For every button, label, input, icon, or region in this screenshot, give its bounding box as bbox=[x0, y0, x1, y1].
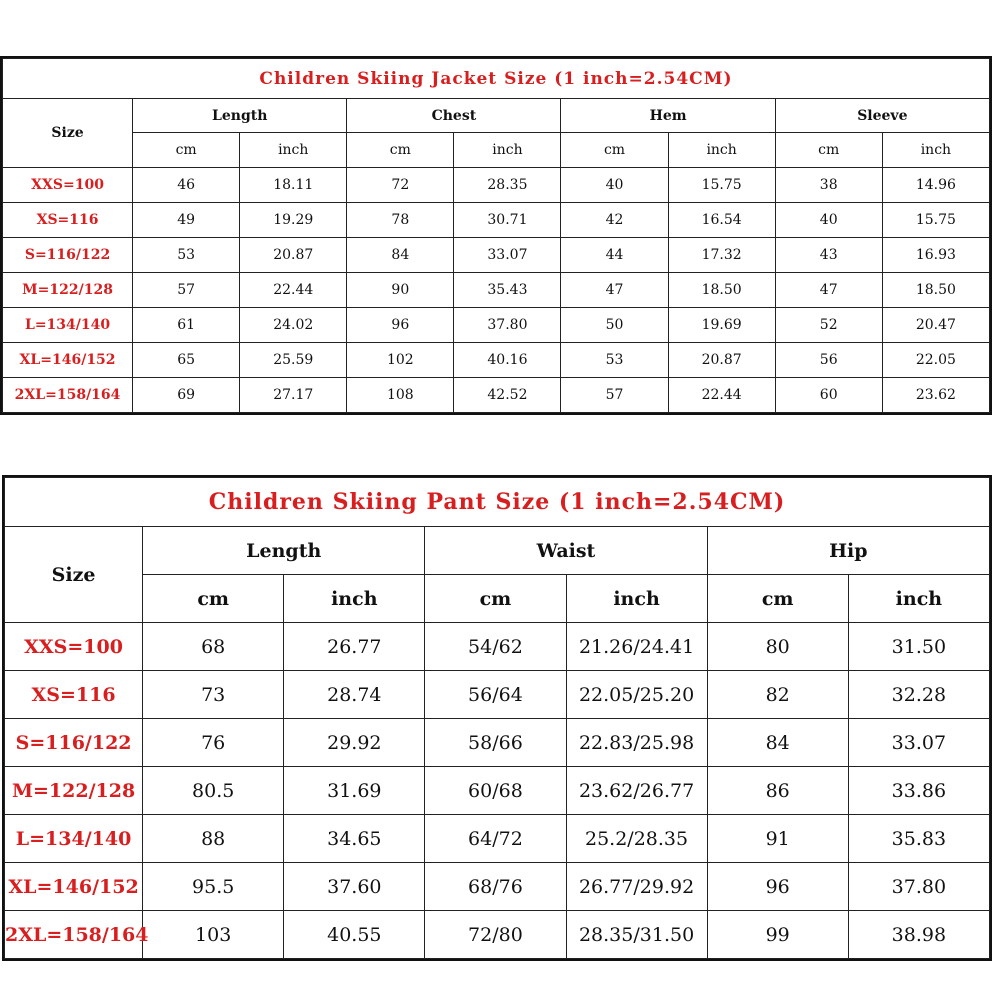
value-cell: 80.5 bbox=[143, 767, 284, 815]
value-cell: 22.44 bbox=[240, 273, 347, 308]
value-cell: 28.35 bbox=[454, 168, 561, 203]
jacket-unit-header: inch bbox=[454, 133, 561, 168]
value-cell: 20.87 bbox=[668, 343, 775, 378]
pant-unit-header: inch bbox=[848, 575, 989, 623]
value-cell: 60 bbox=[775, 378, 882, 413]
value-cell: 88 bbox=[143, 815, 284, 863]
value-cell: 42.52 bbox=[454, 378, 561, 413]
value-cell: 52 bbox=[775, 308, 882, 343]
value-cell: 80 bbox=[707, 623, 848, 671]
size-cell: S=116/122 bbox=[3, 238, 133, 273]
size-cell: 2XL=158/164 bbox=[5, 911, 143, 959]
value-cell: 56/64 bbox=[425, 671, 566, 719]
jacket-unit-header: cm bbox=[775, 133, 882, 168]
value-cell: 73 bbox=[143, 671, 284, 719]
table-row bbox=[5, 815, 990, 863]
value-cell: 19.69 bbox=[668, 308, 775, 343]
value-cell: 28.74 bbox=[284, 671, 425, 719]
value-cell: 40 bbox=[561, 168, 668, 203]
value-cell: 72 bbox=[347, 168, 454, 203]
jacket-size-table bbox=[2, 58, 990, 413]
value-cell: 28.35/31.50 bbox=[566, 911, 707, 959]
value-cell: 60/68 bbox=[425, 767, 566, 815]
value-cell: 68/76 bbox=[425, 863, 566, 911]
table-row bbox=[5, 863, 990, 911]
jacket-unit-header: inch bbox=[668, 133, 775, 168]
value-cell: 17.32 bbox=[668, 238, 775, 273]
jacket-unit-header: inch bbox=[882, 133, 989, 168]
value-cell: 22.05 bbox=[882, 343, 989, 378]
value-cell: 23.62/26.77 bbox=[566, 767, 707, 815]
value-cell: 18.50 bbox=[668, 273, 775, 308]
value-cell: 96 bbox=[347, 308, 454, 343]
value-cell: 33.07 bbox=[454, 238, 561, 273]
value-cell: 61 bbox=[133, 308, 240, 343]
value-cell: 54/62 bbox=[425, 623, 566, 671]
pant-size-header: Size bbox=[5, 527, 143, 623]
value-cell: 91 bbox=[707, 815, 848, 863]
table-row bbox=[5, 719, 990, 767]
table-row bbox=[5, 767, 990, 815]
value-cell: 68 bbox=[143, 623, 284, 671]
value-cell: 30.71 bbox=[454, 203, 561, 238]
value-cell: 44 bbox=[561, 238, 668, 273]
value-cell: 47 bbox=[561, 273, 668, 308]
jacket-size-header: Size bbox=[3, 99, 133, 168]
size-cell: XXS=100 bbox=[5, 623, 143, 671]
jacket-sleeve-header: Sleeve bbox=[775, 99, 989, 133]
pant-waist-header: Waist bbox=[425, 527, 707, 575]
size-cell: XS=116 bbox=[5, 671, 143, 719]
table-row bbox=[3, 273, 990, 308]
value-cell: 33.07 bbox=[848, 719, 989, 767]
value-cell: 38 bbox=[775, 168, 882, 203]
value-cell: 37.80 bbox=[848, 863, 989, 911]
value-cell: 108 bbox=[347, 378, 454, 413]
jacket-unit-header: inch bbox=[240, 133, 347, 168]
size-cell: 2XL=158/164 bbox=[3, 378, 133, 413]
jacket-length-header: Length bbox=[133, 99, 347, 133]
value-cell: 84 bbox=[347, 238, 454, 273]
table-row bbox=[3, 378, 990, 413]
value-cell: 20.87 bbox=[240, 238, 347, 273]
size-cell: S=116/122 bbox=[5, 719, 143, 767]
jacket-unit-header: cm bbox=[347, 133, 454, 168]
value-cell: 47 bbox=[775, 273, 882, 308]
value-cell: 33.86 bbox=[848, 767, 989, 815]
jacket-hem-header: Hem bbox=[561, 99, 775, 133]
pant-table-title: Children Skiing Pant Size (1 inch=2.54CM) bbox=[5, 478, 990, 527]
value-cell: 103 bbox=[143, 911, 284, 959]
size-cell: M=122/128 bbox=[5, 767, 143, 815]
size-cell: M=122/128 bbox=[3, 273, 133, 308]
value-cell: 15.75 bbox=[668, 168, 775, 203]
pant-unit-header: inch bbox=[284, 575, 425, 623]
value-cell: 64/72 bbox=[425, 815, 566, 863]
value-cell: 57 bbox=[561, 378, 668, 413]
table-row bbox=[3, 168, 990, 203]
value-cell: 37.80 bbox=[454, 308, 561, 343]
table-row bbox=[5, 671, 990, 719]
value-cell: 58/66 bbox=[425, 719, 566, 767]
value-cell: 32.28 bbox=[848, 671, 989, 719]
value-cell: 57 bbox=[133, 273, 240, 308]
value-cell: 76 bbox=[143, 719, 284, 767]
value-cell: 27.17 bbox=[240, 378, 347, 413]
value-cell: 40 bbox=[775, 203, 882, 238]
value-cell: 25.2/28.35 bbox=[566, 815, 707, 863]
value-cell: 21.26/24.41 bbox=[566, 623, 707, 671]
pant-unit-header: cm bbox=[425, 575, 566, 623]
value-cell: 26.77/29.92 bbox=[566, 863, 707, 911]
size-cell: XS=116 bbox=[3, 203, 133, 238]
value-cell: 14.96 bbox=[882, 168, 989, 203]
value-cell: 53 bbox=[561, 343, 668, 378]
value-cell: 96 bbox=[707, 863, 848, 911]
value-cell: 86 bbox=[707, 767, 848, 815]
pant-unit-header: cm bbox=[707, 575, 848, 623]
value-cell: 25.59 bbox=[240, 343, 347, 378]
value-cell: 35.43 bbox=[454, 273, 561, 308]
value-cell: 22.83/25.98 bbox=[566, 719, 707, 767]
value-cell: 31.50 bbox=[848, 623, 989, 671]
pant-hip-header: Hip bbox=[707, 527, 989, 575]
value-cell: 34.65 bbox=[284, 815, 425, 863]
pant-size-table bbox=[4, 477, 990, 959]
value-cell: 56 bbox=[775, 343, 882, 378]
value-cell: 43 bbox=[775, 238, 882, 273]
value-cell: 69 bbox=[133, 378, 240, 413]
size-cell: XXS=100 bbox=[3, 168, 133, 203]
value-cell: 24.02 bbox=[240, 308, 347, 343]
pant-unit-header: inch bbox=[566, 575, 707, 623]
size-cell: XL=146/152 bbox=[5, 863, 143, 911]
size-cell: XL=146/152 bbox=[3, 343, 133, 378]
jacket-unit-header: cm bbox=[561, 133, 668, 168]
value-cell: 18.50 bbox=[882, 273, 989, 308]
table-row bbox=[3, 203, 990, 238]
table-row bbox=[3, 238, 990, 273]
value-cell: 37.60 bbox=[284, 863, 425, 911]
value-cell: 19.29 bbox=[240, 203, 347, 238]
value-cell: 22.05/25.20 bbox=[566, 671, 707, 719]
table-row bbox=[5, 911, 990, 959]
value-cell: 72/80 bbox=[425, 911, 566, 959]
table-row bbox=[3, 343, 990, 378]
jacket-unit-header: cm bbox=[133, 133, 240, 168]
table-row bbox=[3, 308, 990, 343]
value-cell: 22.44 bbox=[668, 378, 775, 413]
value-cell: 65 bbox=[133, 343, 240, 378]
value-cell: 50 bbox=[561, 308, 668, 343]
value-cell: 40.55 bbox=[284, 911, 425, 959]
value-cell: 82 bbox=[707, 671, 848, 719]
size-cell: L=134/140 bbox=[5, 815, 143, 863]
value-cell: 35.83 bbox=[848, 815, 989, 863]
value-cell: 26.77 bbox=[284, 623, 425, 671]
value-cell: 31.69 bbox=[284, 767, 425, 815]
value-cell: 99 bbox=[707, 911, 848, 959]
value-cell: 90 bbox=[347, 273, 454, 308]
value-cell: 15.75 bbox=[882, 203, 989, 238]
value-cell: 20.47 bbox=[882, 308, 989, 343]
table-row bbox=[5, 623, 990, 671]
value-cell: 16.93 bbox=[882, 238, 989, 273]
size-cell: L=134/140 bbox=[3, 308, 133, 343]
value-cell: 102 bbox=[347, 343, 454, 378]
pant-length-header: Length bbox=[143, 527, 425, 575]
value-cell: 95.5 bbox=[143, 863, 284, 911]
value-cell: 49 bbox=[133, 203, 240, 238]
value-cell: 18.11 bbox=[240, 168, 347, 203]
value-cell: 84 bbox=[707, 719, 848, 767]
value-cell: 46 bbox=[133, 168, 240, 203]
jacket-chest-header: Chest bbox=[347, 99, 561, 133]
jacket-table-title: Children Skiing Jacket Size (1 inch=2.54CM) bbox=[3, 59, 990, 99]
value-cell: 38.98 bbox=[848, 911, 989, 959]
value-cell: 29.92 bbox=[284, 719, 425, 767]
value-cell: 53 bbox=[133, 238, 240, 273]
value-cell: 42 bbox=[561, 203, 668, 238]
value-cell: 78 bbox=[347, 203, 454, 238]
value-cell: 16.54 bbox=[668, 203, 775, 238]
value-cell: 23.62 bbox=[882, 378, 989, 413]
pant-unit-header: cm bbox=[143, 575, 284, 623]
value-cell: 40.16 bbox=[454, 343, 561, 378]
